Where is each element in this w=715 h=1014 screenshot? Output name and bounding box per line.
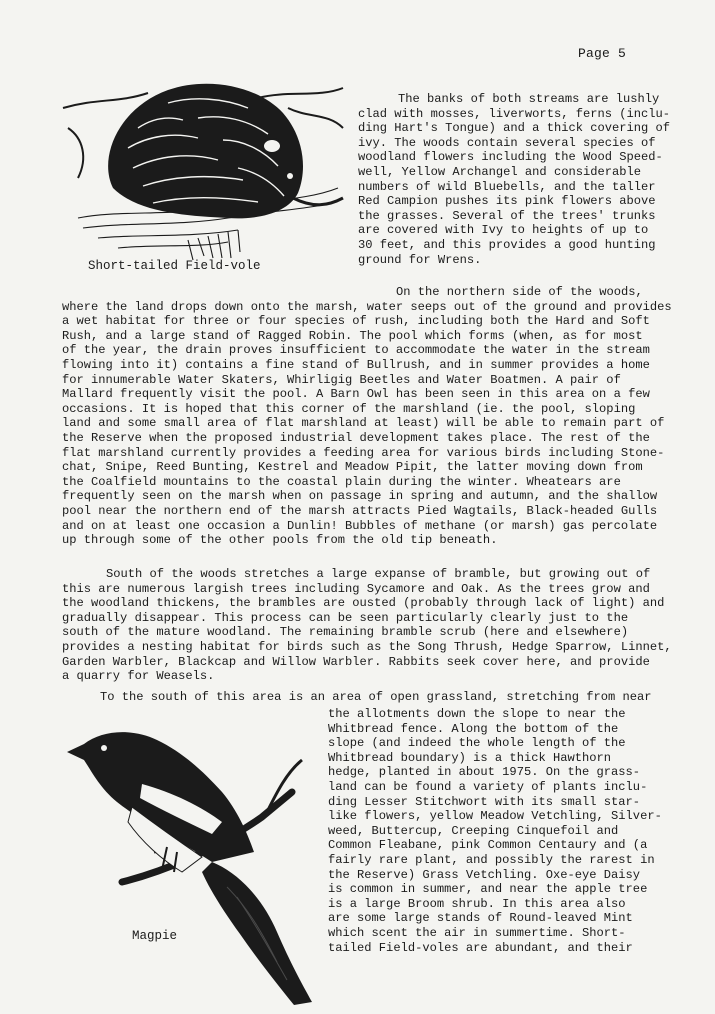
text-line: South of the woods stretches a large expanse of bramble, but growing out of [106,567,651,581]
text-line: are some large stands of Round-leaved Mint [328,911,633,926]
text-line: the woodland thickens, the brambles are ousted (probably through lack of light) and [62,596,665,611]
paragraph-streams [358,92,670,267]
paragraph-marsh [62,285,672,548]
text-line: well, Yellow Archangel and considerable [358,164,642,179]
text-line: land can be found a variety of plants inclu- [328,779,648,794]
text-line: To the south of this area is an area of open grassland, stretching from near [100,690,652,704]
text-line: tailed Field-voles are abundant, and their [328,940,633,955]
text-line: numbers of wild Bluebells, and the taller [358,179,656,194]
text-line: the Coalfield mountains to the coastal plain during the winter. Wheatears are [62,474,621,489]
text-line: Red Campion pushes its pink flowers above [358,194,656,209]
text-line: Mallard frequently visit the pool. A Barn Owl has been seen in this area on a few [62,387,650,402]
text-line: which scent the air in summertime. Short- [328,925,626,940]
text-line: is common in summer, and near the apple tree [328,882,648,897]
text-line: chat, Snipe, Reed Bunting, Kestrel and Meadow Pipit, the latter moving down from [62,460,643,475]
text-line: a quarry for Weasels. [62,669,215,684]
text-line: flowing into it) contains a fine stand of Bullrush, and in summer provides a home [62,357,650,372]
text-line: weed, Buttercup, Creeping Cinquefoil and [328,823,619,838]
text-line: Common Fleabane, pink Common Centaury and (a [328,838,648,853]
text-line: land and some small area of flat marshland at least) will be able to remain part of [62,416,665,431]
text-line: woodland flowers including the Wood Speed- [358,150,663,165]
text-line: and on at least one occasion a Dunlin! Bubbles of methane (or marsh) gas percolate [62,518,658,533]
text-line: this are numerous largish trees including Sycamore and Oak. As the trees grow and [62,581,650,596]
text-line: like flowers, yellow Meadow Vetchling, Silver- [328,809,662,824]
text-line: pool near the northern end of the marsh attracts Pied Wagtails, Black-headed Gulls [62,503,658,518]
text-line: ground for Wrens. [358,252,482,267]
page-number: Page 5 [578,46,627,61]
text-line: Whitbread fence. Along the bottom of the [328,721,619,736]
text-line: gradually disappear. This process can be seen particularly clearly just to the [62,610,629,625]
text-line: ding Hart's Tongue) and a thick covering of [358,121,671,136]
paragraph-grassland [328,707,662,955]
text-line: south of the mature woodland. The remaining bramble scrub (here and elsewhere) [62,625,629,640]
text-line: are covered with Ivy to heights of up to [358,223,649,238]
text-line: the Reserve) Grass Vetchling. Oxe-eye Daisy [328,867,641,882]
text-line: hedge, planted in about 1975. On the grass- [328,765,641,780]
text-line: The banks of both streams are lushly [398,92,660,106]
text-line: up through some of the other pools from the old tip beneath. [62,533,498,548]
text-line: the allotments down the slope to near the [328,707,626,721]
text-line: the grasses. Several of the trees' trunks [358,208,656,223]
text-line: is a large Broom shrub. In this area also [328,896,626,911]
text-line: Rush, and a large stand of Ragged Robin. The pool which forms (when, as for most [62,328,643,343]
text-line: ding Lesser Stitchwort with its small star- [328,794,641,809]
text-line: provides a nesting habitat for birds such as the Song Thrush, Hedge Sparrow, Linnet, [62,639,672,654]
paragraph-bramble [62,567,672,684]
text-line: the Reserve when the proposed industrial development takes place. The rest of the [62,430,650,445]
vole-illustration [58,68,348,263]
vole-caption: Short-tailed Field-vole [88,259,261,273]
magpie-illustration [62,722,327,1007]
magpie-woodcut-icon [62,722,327,1007]
text-line: a wet habitat for three or four species of rush, including both the Hard and Soft [62,314,650,329]
text-line: frequently seen on the marsh when on passage in spring and autumn, and the shallow [62,489,658,504]
text-line: for innumerable Water Skaters, Whirligig Beetles and Water Boatmen. A pair of [62,372,621,387]
text-line: of the year, the drain proves insufficient to accommodate the water in the stream [62,343,650,358]
text-line: Whitbread boundary) is a thick Hawthorn [328,750,612,765]
text-line: flat marshland currently provides a feeding area for various birds including Stone- [62,445,665,460]
paragraph-grassland-intro [100,690,652,705]
text-line: occasions. It is hoped that this corner of the marshland (ie. the pool, sloping [62,401,636,416]
text-line: ivy. The woods contain several species of [358,135,656,150]
text-line: where the land drops down onto the marsh, water seeps out of the ground and provides [62,299,672,314]
magpie-caption: Magpie [132,929,178,943]
text-line: Garden Warbler, Blackcap and Willow Warbler. Rabbits seek cover here, and provide [62,654,650,669]
text-line: 30 feet, and this provides a good hunting [358,237,656,252]
text-line: clad with mosses, liverworts, ferns (inclu- [358,106,671,121]
text-line: slope (and indeed the whole length of the [328,736,626,751]
text-line: On the northern side of the woods, [396,285,643,299]
vole-woodcut-icon [58,68,348,263]
text-line: fairly rare plant, and possibly the rarest in [328,852,655,867]
